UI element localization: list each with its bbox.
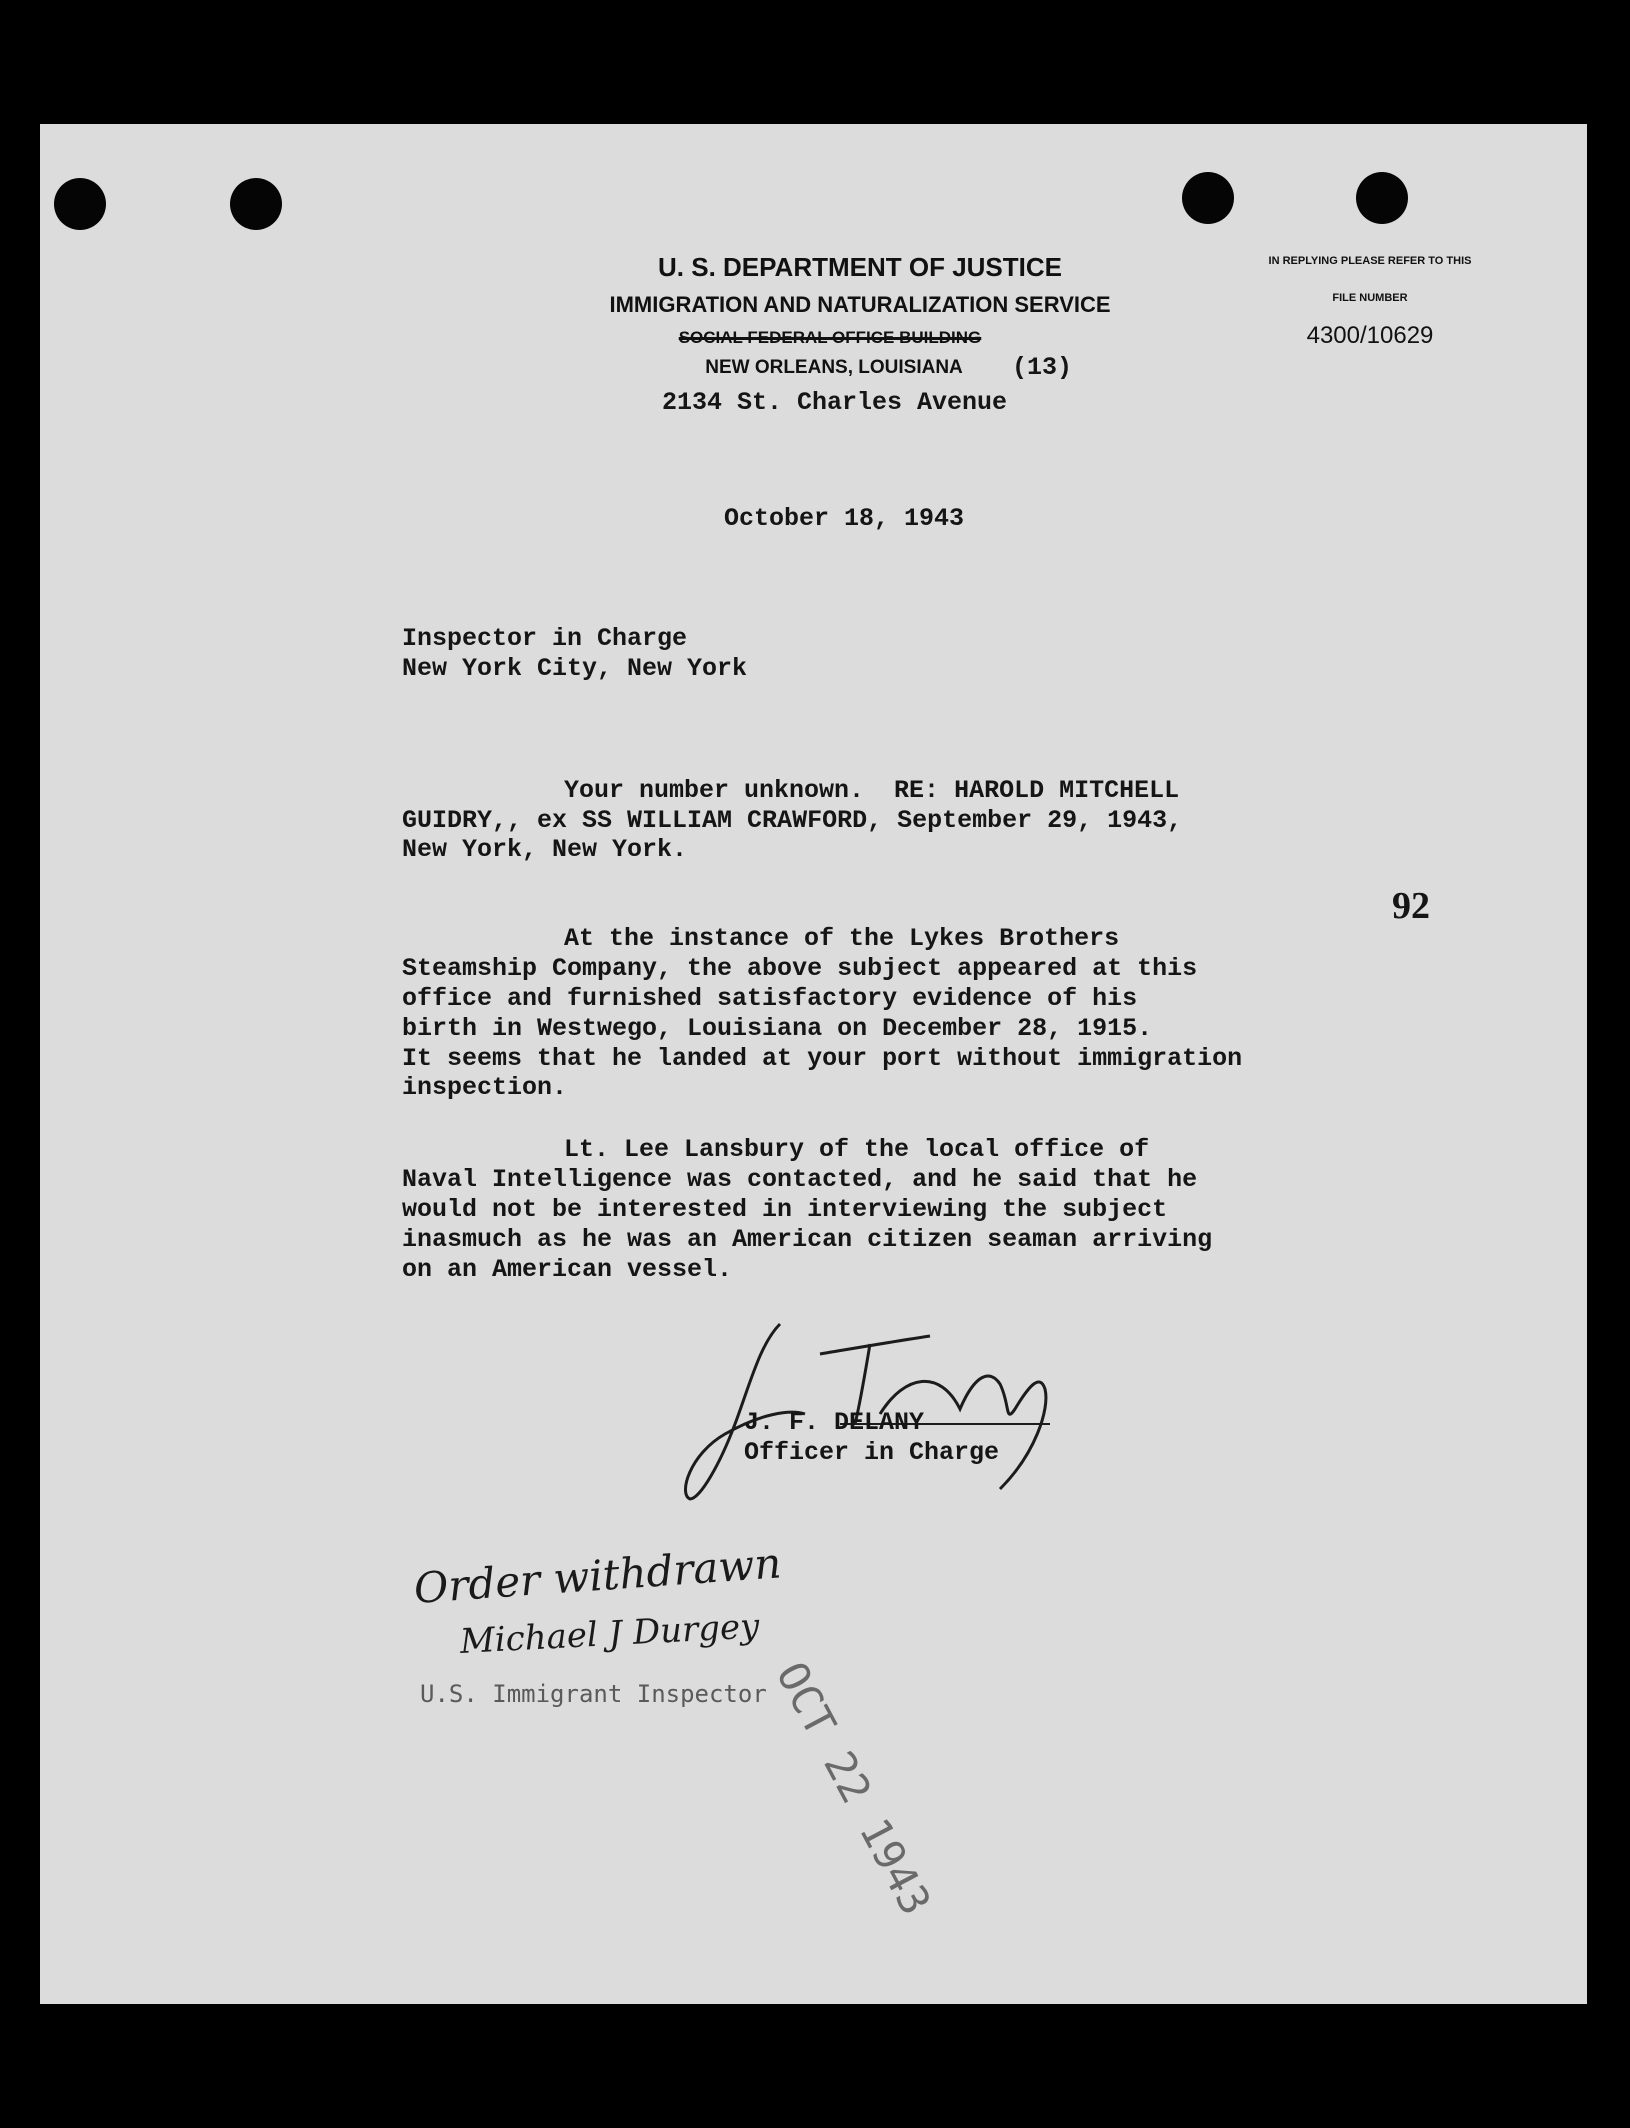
reply-instruction: IN REPLYING PLEASE REFER TO THIS [1268, 255, 1472, 267]
letterhead-street: 2134 St. Charles Avenue [662, 388, 1008, 417]
punch-hole [1182, 172, 1234, 224]
page-number: 92 [1392, 885, 1430, 927]
letterhead-city: NEW ORLEANS, LOUISIANA [705, 357, 963, 378]
body-line: office and furnished satisfactory evidence of his [402, 984, 1138, 1013]
letterhead-zone: (13) [1012, 353, 1073, 382]
handwritten-inspector-signature: Michael J Durgey [458, 1606, 761, 1662]
body-line: inspection. [402, 1073, 568, 1102]
body-line: At the instance of the Lykes Brothers [564, 924, 1120, 953]
body-line: would not be interested in interviewing the subject [402, 1195, 1168, 1224]
punch-hole [1356, 172, 1408, 224]
inspector-title-stamp: U.S. Immigrant Inspector [420, 1680, 767, 1708]
signer-title: Officer in Charge [744, 1438, 1000, 1467]
file-number: 4300/10629 [1306, 322, 1434, 349]
body-line: on an American vessel. [402, 1255, 733, 1284]
body-line: Steamship Company, the above subject appeared at this [402, 954, 1198, 983]
handwritten-note: Order withdrawn [412, 1538, 783, 1613]
addressee-line: Inspector in Charge [402, 624, 688, 653]
body-line: Naval Intelligence was contacted, and he said that he [402, 1165, 1198, 1194]
signer-name: J. F. DELANY [744, 1408, 925, 1437]
letter-page [40, 124, 1587, 2004]
subject-line: New York, New York. [402, 835, 688, 864]
letter-date: October 18, 1943 [724, 504, 965, 533]
date-stamp: OCT 22 1943 [766, 1654, 941, 1923]
department-title: U. S. DEPARTMENT OF JUSTICE [658, 252, 1062, 282]
body-line: It seems that he landed at your port without immigration [402, 1044, 1243, 1073]
body-line: inasmuch as he was an American citizen seaman arriving [402, 1225, 1213, 1254]
punch-hole [54, 178, 106, 230]
punch-hole [230, 178, 282, 230]
struck-address-line: SOCIAL FEDERAL OFFICE BUILDING [678, 328, 982, 347]
body-line: Lt. Lee Lansbury of the local office of [564, 1135, 1150, 1164]
addressee-line: New York City, New York [402, 654, 748, 683]
service-title: IMMIGRATION AND NATURALIZATION SERVICE [609, 292, 1111, 317]
subject-line: GUIDRY,, ex SS WILLIAM CRAWFORD, September 29, 1943, [402, 806, 1183, 835]
body-line: birth in Westwego, Louisiana on December 28, 1915. [402, 1014, 1153, 1043]
file-number-label: FILE NUMBER [1332, 292, 1408, 304]
subject-line: Your number unknown. RE: HAROLD MITCHELL [564, 776, 1180, 805]
